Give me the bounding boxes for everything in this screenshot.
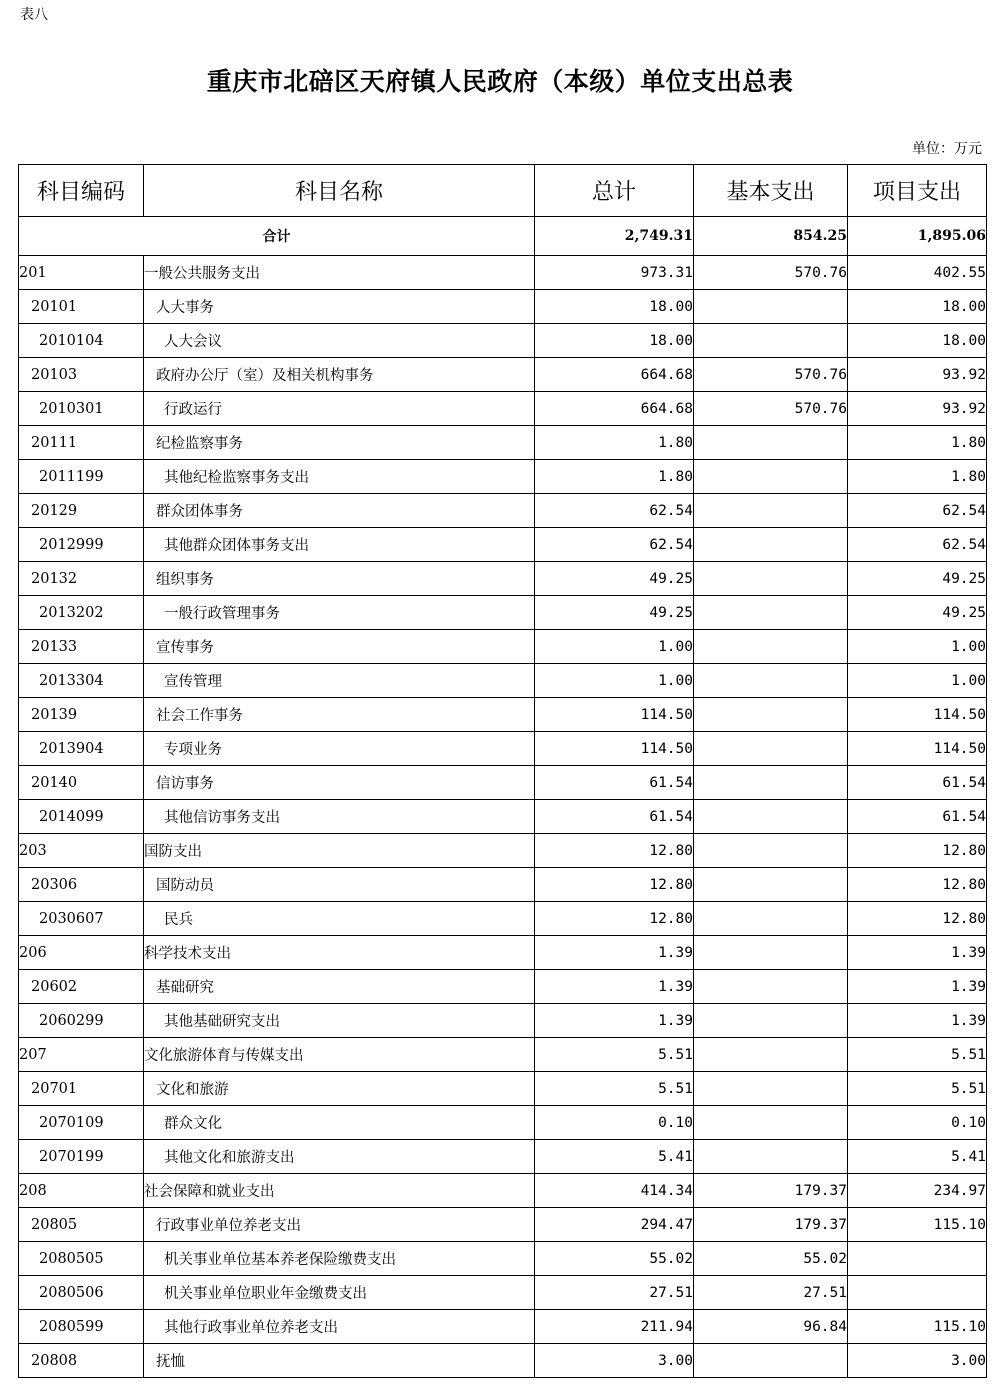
row-total: 62.54	[535, 528, 694, 562]
row-basic	[694, 324, 848, 358]
table-row	[19, 1276, 987, 1310]
row-project: 18.00	[848, 290, 987, 324]
row-name: 机关事业单位基本养老保险缴费支出	[144, 1242, 535, 1276]
row-code: 2013202	[19, 596, 144, 630]
row-basic	[694, 970, 848, 1004]
row-code: 20808	[19, 1344, 144, 1378]
table-row	[19, 1174, 987, 1208]
row-project: 1.39	[848, 936, 987, 970]
row-name: 文化旅游体育与传媒支出	[144, 1038, 535, 1072]
total-label: 合计	[19, 217, 535, 256]
row-project: 5.41	[848, 1140, 987, 1174]
row-code: 20111	[19, 426, 144, 460]
row-project: 114.50	[848, 698, 987, 732]
row-total: 5.51	[535, 1038, 694, 1072]
row-basic	[694, 528, 848, 562]
row-code: 2013904	[19, 732, 144, 766]
row-code: 2030607	[19, 902, 144, 936]
row-name: 文化和旅游	[144, 1072, 535, 1106]
row-name: 其他文化和旅游支出	[144, 1140, 535, 1174]
row-project: 12.80	[848, 868, 987, 902]
row-project: 49.25	[848, 562, 987, 596]
row-name: 科学技术支出	[144, 936, 535, 970]
row-project: 5.51	[848, 1072, 987, 1106]
row-code: 20139	[19, 698, 144, 732]
row-basic	[694, 562, 848, 596]
row-basic	[694, 1106, 848, 1140]
row-code: 20701	[19, 1072, 144, 1106]
row-name: 其他群众团体事务支出	[144, 528, 535, 562]
row-total: 5.41	[535, 1140, 694, 1174]
row-total: 3.00	[535, 1344, 694, 1378]
row-total: 62.54	[535, 494, 694, 528]
row-code: 20101	[19, 290, 144, 324]
row-name: 政府办公厅（室）及相关机构事务	[144, 358, 535, 392]
row-total: 973.31	[535, 256, 694, 290]
row-basic: 570.76	[694, 358, 848, 392]
row-name: 社会保障和就业支出	[144, 1174, 535, 1208]
table-row	[19, 392, 987, 426]
row-project: 114.50	[848, 732, 987, 766]
row-basic	[694, 1038, 848, 1072]
row-code: 2011199	[19, 460, 144, 494]
table-row	[19, 936, 987, 970]
row-code: 201	[19, 256, 144, 290]
row-project: 1.80	[848, 460, 987, 494]
row-name: 宣传事务	[144, 630, 535, 664]
row-name: 一般公共服务支出	[144, 256, 535, 290]
row-code: 2060299	[19, 1004, 144, 1038]
row-name: 群众文化	[144, 1106, 535, 1140]
row-name: 民兵	[144, 902, 535, 936]
header-total: 总计	[535, 165, 694, 217]
row-basic	[694, 1072, 848, 1106]
table-row	[19, 358, 987, 392]
row-project: 1.39	[848, 970, 987, 1004]
table-row	[19, 460, 987, 494]
table-row	[19, 596, 987, 630]
row-basic: 570.76	[694, 392, 848, 426]
row-name: 基础研究	[144, 970, 535, 1004]
row-code: 20103	[19, 358, 144, 392]
row-name: 人大会议	[144, 324, 535, 358]
table-row	[19, 1242, 987, 1276]
row-project: 402.55	[848, 256, 987, 290]
row-basic	[694, 1004, 848, 1038]
row-basic: 179.37	[694, 1174, 848, 1208]
row-basic	[694, 596, 848, 630]
row-code: 2013304	[19, 664, 144, 698]
table-row	[19, 1004, 987, 1038]
table-row	[19, 732, 987, 766]
row-code: 20132	[19, 562, 144, 596]
row-project: 1.39	[848, 1004, 987, 1038]
row-name: 信访事务	[144, 766, 535, 800]
row-name: 机关事业单位职业年金缴费支出	[144, 1276, 535, 1310]
row-name: 其他纪检监察事务支出	[144, 460, 535, 494]
table-row	[19, 1072, 987, 1106]
table-row	[19, 970, 987, 1004]
table-row	[19, 698, 987, 732]
row-total: 49.25	[535, 596, 694, 630]
row-code: 2010104	[19, 324, 144, 358]
row-project: 0.10	[848, 1106, 987, 1140]
row-basic: 55.02	[694, 1242, 848, 1276]
row-total: 1.39	[535, 1004, 694, 1038]
row-name: 组织事务	[144, 562, 535, 596]
row-code: 208	[19, 1174, 144, 1208]
row-total: 294.47	[535, 1208, 694, 1242]
row-total: 12.80	[535, 834, 694, 868]
row-basic	[694, 426, 848, 460]
row-total: 1.80	[535, 426, 694, 460]
row-total: 1.39	[535, 936, 694, 970]
row-total: 12.80	[535, 902, 694, 936]
row-basic	[694, 698, 848, 732]
row-basic	[694, 1140, 848, 1174]
row-total: 1.00	[535, 664, 694, 698]
total-basic: 854.25	[694, 217, 848, 256]
row-basic: 96.84	[694, 1310, 848, 1344]
row-name: 宣传管理	[144, 664, 535, 698]
row-basic	[694, 664, 848, 698]
table-row	[19, 664, 987, 698]
row-name: 国防动员	[144, 868, 535, 902]
row-project: 61.54	[848, 766, 987, 800]
row-basic	[694, 936, 848, 970]
row-code: 2080599	[19, 1310, 144, 1344]
row-code: 2010301	[19, 392, 144, 426]
row-project: 49.25	[848, 596, 987, 630]
row-project: 93.92	[848, 392, 987, 426]
row-basic: 179.37	[694, 1208, 848, 1242]
row-total: 664.68	[535, 358, 694, 392]
row-basic	[694, 1344, 848, 1378]
table-row	[19, 1208, 987, 1242]
row-total: 1.80	[535, 460, 694, 494]
row-total: 114.50	[535, 698, 694, 732]
row-total: 49.25	[535, 562, 694, 596]
header-basic: 基本支出	[694, 165, 848, 217]
row-name: 其他信访事务支出	[144, 800, 535, 834]
row-code: 20602	[19, 970, 144, 1004]
row-code: 203	[19, 834, 144, 868]
table-row	[19, 1344, 987, 1378]
table-row	[19, 1140, 987, 1174]
row-basic	[694, 460, 848, 494]
table-row	[19, 1038, 987, 1072]
row-basic	[694, 868, 848, 902]
row-code: 20805	[19, 1208, 144, 1242]
table-row	[19, 426, 987, 460]
total-total: 2,749.31	[535, 217, 694, 256]
row-code: 2080505	[19, 1242, 144, 1276]
row-project: 3.00	[848, 1344, 987, 1378]
row-code: 2014099	[19, 800, 144, 834]
row-name: 专项业务	[144, 732, 535, 766]
row-total: 12.80	[535, 868, 694, 902]
expenditure-table	[18, 164, 987, 1378]
row-project: 115.10	[848, 1310, 987, 1344]
row-total: 1.00	[535, 630, 694, 664]
header-code: 科目编码	[19, 165, 144, 217]
table-row	[19, 630, 987, 664]
row-name: 群众团体事务	[144, 494, 535, 528]
row-basic	[694, 732, 848, 766]
row-project: 1.00	[848, 664, 987, 698]
row-basic	[694, 494, 848, 528]
table-row	[19, 324, 987, 358]
row-total: 27.51	[535, 1276, 694, 1310]
row-project: 12.80	[848, 902, 987, 936]
table-row	[19, 562, 987, 596]
row-name: 其他行政事业单位养老支出	[144, 1310, 535, 1344]
row-total: 55.02	[535, 1242, 694, 1276]
row-project: 62.54	[848, 494, 987, 528]
row-basic	[694, 766, 848, 800]
row-total: 18.00	[535, 324, 694, 358]
table-row	[19, 528, 987, 562]
table-row	[19, 256, 987, 290]
unit-label: 单位：万元	[912, 141, 982, 157]
total-row	[19, 217, 987, 256]
table-row	[19, 800, 987, 834]
row-basic	[694, 290, 848, 324]
table-row	[19, 766, 987, 800]
row-name: 国防支出	[144, 834, 535, 868]
row-code: 20129	[19, 494, 144, 528]
row-total: 414.34	[535, 1174, 694, 1208]
row-basic	[694, 800, 848, 834]
row-project: 12.80	[848, 834, 987, 868]
row-project: 93.92	[848, 358, 987, 392]
header-project: 项目支出	[848, 165, 987, 217]
row-total: 664.68	[535, 392, 694, 426]
table-row	[19, 494, 987, 528]
row-total: 61.54	[535, 800, 694, 834]
row-name: 社会工作事务	[144, 698, 535, 732]
row-project: 234.97	[848, 1174, 987, 1208]
row-total: 114.50	[535, 732, 694, 766]
row-code: 2070109	[19, 1106, 144, 1140]
row-code: 207	[19, 1038, 144, 1072]
page-title: 重庆市北碚区天府镇人民政府（本级）单位支出总表	[206, 67, 794, 96]
row-name: 一般行政管理事务	[144, 596, 535, 630]
row-basic: 27.51	[694, 1276, 848, 1310]
row-name: 行政事业单位养老支出	[144, 1208, 535, 1242]
table-row	[19, 290, 987, 324]
table-number: 表八	[20, 7, 48, 23]
row-project	[848, 1276, 987, 1310]
row-name: 人大事务	[144, 290, 535, 324]
row-project: 62.54	[848, 528, 987, 562]
row-project: 18.00	[848, 324, 987, 358]
header-row	[19, 165, 987, 217]
table-row	[19, 902, 987, 936]
row-total: 211.94	[535, 1310, 694, 1344]
header-name: 科目名称	[144, 165, 535, 217]
row-project: 1.00	[848, 630, 987, 664]
row-project: 115.10	[848, 1208, 987, 1242]
row-project	[848, 1242, 987, 1276]
row-code: 2070199	[19, 1140, 144, 1174]
table-row	[19, 834, 987, 868]
row-project: 5.51	[848, 1038, 987, 1072]
row-code: 206	[19, 936, 144, 970]
row-total: 1.39	[535, 970, 694, 1004]
row-code: 20306	[19, 868, 144, 902]
row-name: 其他基础研究支出	[144, 1004, 535, 1038]
row-name: 行政运行	[144, 392, 535, 426]
row-basic	[694, 834, 848, 868]
row-code: 20140	[19, 766, 144, 800]
row-code: 2080506	[19, 1276, 144, 1310]
row-basic	[694, 630, 848, 664]
row-total: 18.00	[535, 290, 694, 324]
table-row	[19, 1106, 987, 1140]
total-project: 1,895.06	[848, 217, 987, 256]
row-basic	[694, 902, 848, 936]
row-name: 抚恤	[144, 1344, 535, 1378]
row-project: 1.80	[848, 426, 987, 460]
row-project: 61.54	[848, 800, 987, 834]
row-basic: 570.76	[694, 256, 848, 290]
row-name: 纪检监察事务	[144, 426, 535, 460]
row-code: 2012999	[19, 528, 144, 562]
row-code: 20133	[19, 630, 144, 664]
row-total: 0.10	[535, 1106, 694, 1140]
table-row	[19, 868, 987, 902]
table-row	[19, 1310, 987, 1344]
row-total: 5.51	[535, 1072, 694, 1106]
row-total: 61.54	[535, 766, 694, 800]
